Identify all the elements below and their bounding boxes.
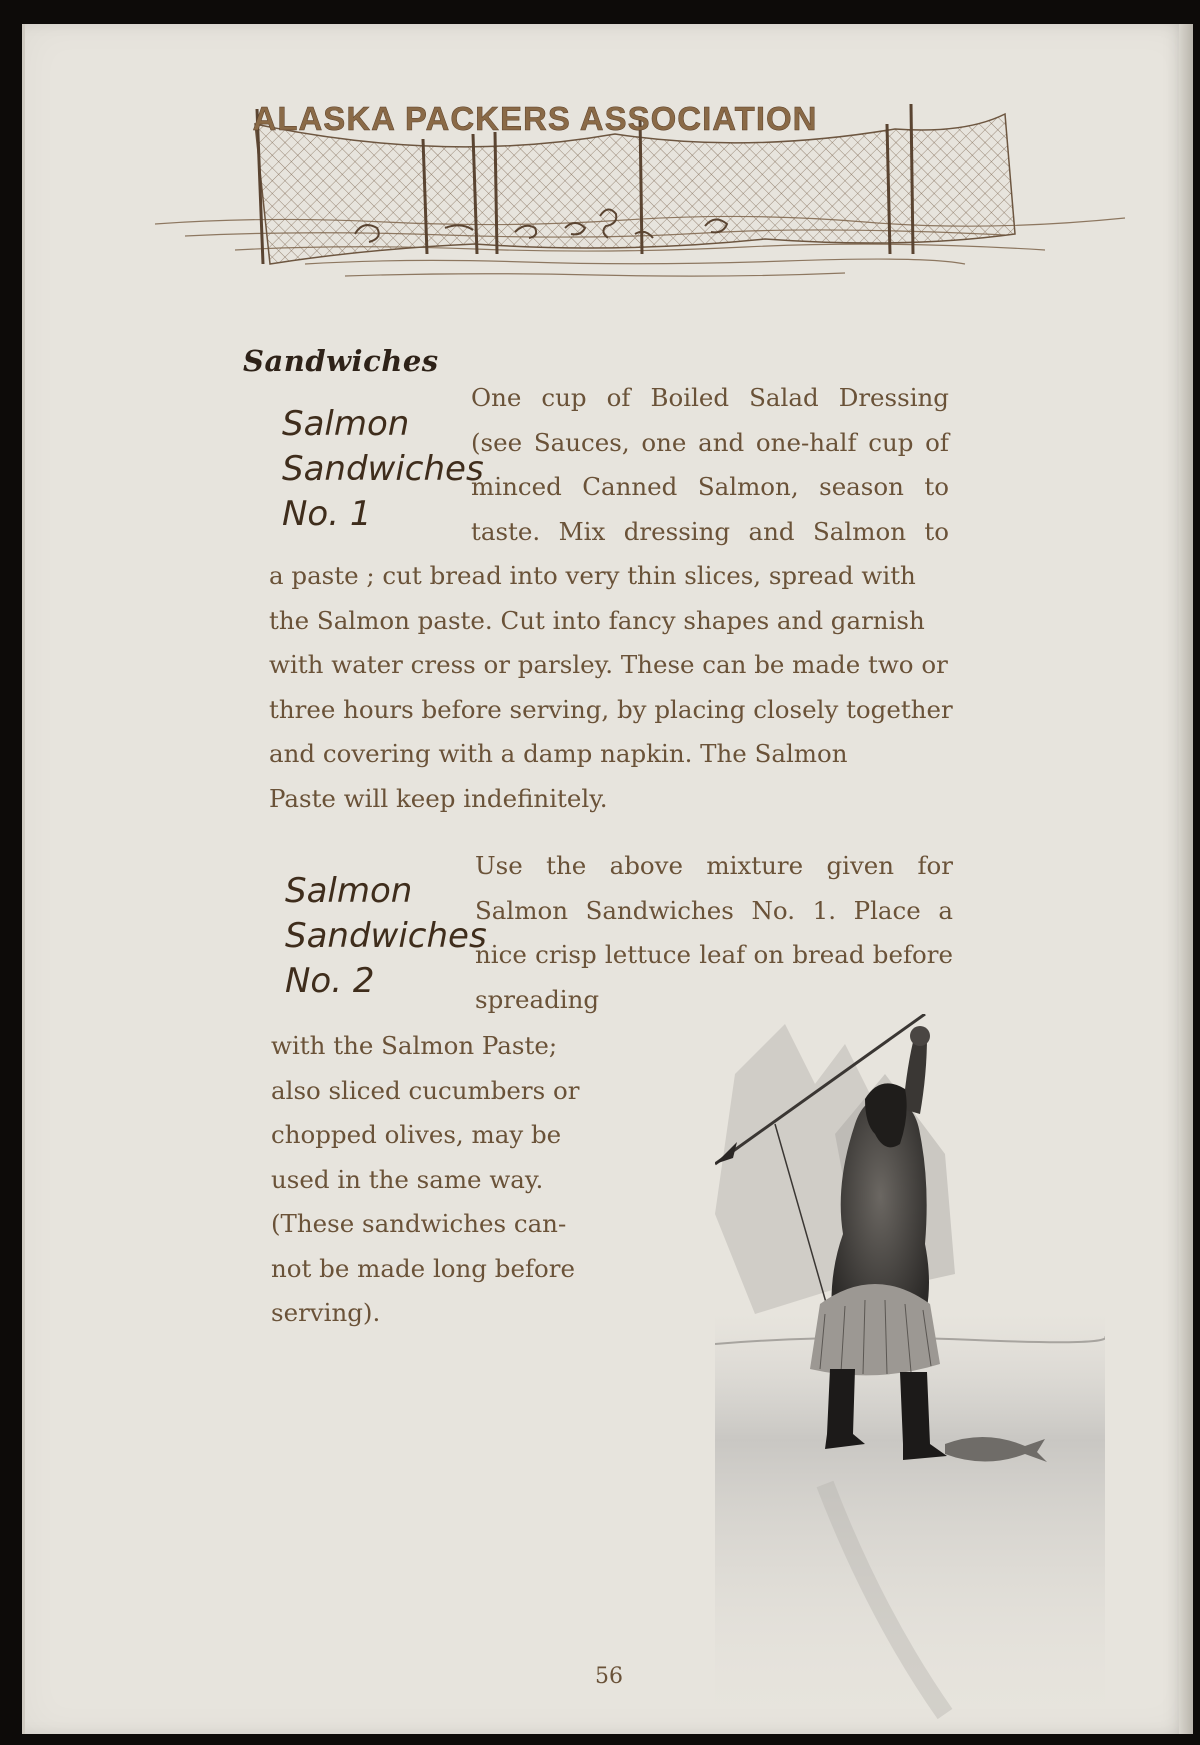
text-line: also sliced cucumbers or: [271, 1075, 580, 1105]
text-line: One cup of Boiled Salad Dressing: [471, 383, 949, 412]
text-line: taste. Mix dressing and Salmon to: [471, 516, 949, 546]
recipe-2-heading: [285, 869, 487, 1004]
text-line: minced Canned Salmon, season to: [471, 472, 949, 501]
recipe-2-heading-line: Sandwiches: [285, 916, 487, 956]
recipe-2-body: [271, 1024, 601, 1336]
text-line: a paste ; cut bread into very thin slices, spread with: [269, 561, 916, 590]
text-line: nice crisp lettuce leaf on bread before: [475, 940, 953, 969]
text-line: serving).: [271, 1298, 381, 1327]
recipe-2-heading-line: No. 2: [285, 961, 375, 1001]
recipe-1-heading: [282, 402, 484, 537]
text-line: not be made long before: [271, 1253, 575, 1283]
text-line: with water cress or parsley. These can be made two or: [269, 650, 948, 679]
banner-title: ALASKA PACKERS ASSOCIATION: [252, 100, 818, 137]
recipe-2-intro: [475, 844, 953, 1022]
text-line: (see Sauces, one and one-half cup of: [471, 427, 949, 457]
text-line: the Salmon paste. Cut into fancy shapes and garnish: [269, 605, 925, 635]
recipe-1-heading-line: Sandwiches: [282, 449, 484, 489]
text-line: Paste will keep indefinitely.: [269, 783, 608, 813]
text-line: Use the above mixture given for: [475, 851, 953, 880]
recipe-1-heading-line: Salmon: [282, 404, 410, 444]
text-line: three hours before serving, by placing closely together: [269, 694, 953, 724]
text-line: with the Salmon Paste;: [271, 1031, 558, 1060]
text-line: used in the same way.: [271, 1164, 544, 1194]
recipe-1-heading-line: No. 1: [282, 494, 372, 534]
book-page: [22, 24, 1193, 1734]
recipe-1-body: [269, 554, 952, 821]
text-line: chopped olives, may be: [271, 1120, 562, 1149]
text-line: Salmon Sandwiches No. 1. Place a: [475, 895, 953, 925]
recipe-1-intro: [471, 376, 949, 554]
recipe-2-heading-line: Salmon: [285, 871, 413, 911]
section-title: Sandwiches: [243, 344, 439, 378]
page-number: 56: [595, 1664, 623, 1689]
spear-fisherman-icon: [715, 1014, 1105, 1734]
page-edge: [1179, 24, 1193, 1734]
text-line: spreading: [475, 984, 600, 1014]
text-line: and covering with a damp napkin. The Salmon: [269, 739, 848, 768]
text-line: (These sandwiches can-: [271, 1209, 567, 1238]
